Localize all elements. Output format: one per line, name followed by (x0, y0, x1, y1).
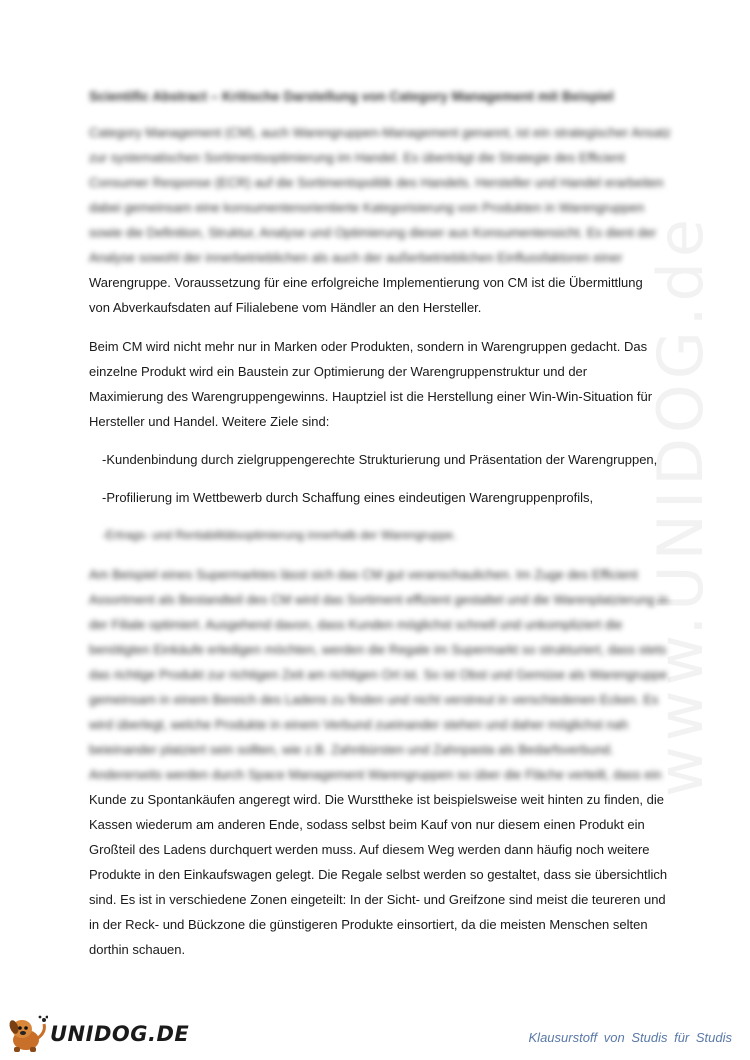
text-line: einzelne Produkt wird ein Baustein zur Optimierung der Warengruppenstruktur und der (89, 364, 588, 379)
text-line: sind. Es ist in verschiedene Zonen eingeteilt: In der Sicht- und Greifzone sind meist die teureren und (89, 892, 666, 907)
text-line: Am Beispiel eines Supermarktes lässt sich das CM gut veranschaulichen. Im Zuge des Efficient (89, 567, 638, 582)
goal-list (89, 447, 669, 548)
text-line: von Abverkaufsdaten auf Filialebene vom Händler an den Hersteller. (89, 300, 482, 315)
text-line: beieinander platziert sein sollten, wie z.B. Zahnbürsten und Zahnpasta als Bedarfsverbund. (89, 742, 614, 757)
list-item: -Kundenbindung durch zielgruppengerechte Strukturierung und Präsentation der Warengruppen, (102, 452, 658, 467)
list-item: -Ertrags- und Rentabilitätsoptimierung innerhalb der Warengruppe. (102, 528, 457, 542)
text-line: Kassen wiederum am anderen Ende, sodass selbst beim Kauf von nur diesem einen Produkt ein (89, 817, 645, 832)
text-line: dabei gemeinsam eine konsumentenorientierte Kategorisierung von Produkten in Warengruppen (89, 200, 645, 215)
text-line: benötigten Einkäufe erledigen möchten, werden die Regale im Supermarkt so strukturiert, dass stets (89, 642, 667, 657)
text-line: dorthin schauen. (89, 942, 186, 957)
text-line: zur systematischen Sortimentsoptimierung im Handel. Es überträgt die Strategie des Efficient (89, 150, 625, 165)
text-line: Warengruppe. Voraussetzung für eine erfolgreiche Implementierung von CM ist die Übermittlung (89, 275, 643, 290)
text-line: Maximierung des Warengruppengewinns. Hauptziel ist die Herstellung einer Win-Win-Situation für (89, 389, 653, 404)
list-item: -Profilierung im Wettbewerb durch Schaffung eines eindeutigen Warengruppenprofils, (102, 490, 594, 505)
text-line: Beim CM wird nicht mehr nur in Marken oder Produkten, sondern in Warengruppen gedacht. Das (89, 339, 648, 354)
text-line: Assortment als Bestandteil des CM wird das Sortiment effizient gestaltet und die Warenplatzierung in (89, 592, 669, 607)
text-line: wird überlegt, welche Produkte in einem Verbund zueinander stehen und daher möglichst nah (89, 717, 629, 732)
text-line: in der Reck- und Bückzone die günstigeren Produkte einsortiert, da die meisten Menschen selten (89, 917, 648, 932)
logo-text: UNIDOG.DE (50, 1022, 190, 1046)
text-line: Hersteller und Handel. Weitere Ziele sind: (89, 414, 330, 429)
unidog-logo (4, 1012, 204, 1056)
dog-icon (4, 1014, 48, 1054)
text-line: sowie die Definition, Struktur, Analyse und Optimierung dieser aus Konsumentensicht. Es dient der (89, 225, 657, 240)
footer-slogan: Klausurstoff von Studis für Studis (528, 1030, 732, 1045)
text-line: Produkte in den Einkaufswagen gelegt. Die Regale selbst werden so gestaltet, dass sie übersichtlich (89, 867, 668, 882)
text-line: Großteil des Ladens durchquert werden muss. Auf diesem Weg werden dann häufig noch weitere (89, 842, 650, 857)
text-line: Analyse sowohl der innerbetrieblichen als auch der außerbetrieblichen Einflussfaktoren einer (89, 250, 623, 265)
text-line: der Filiale optimiert. Ausgehend davon, dass Kunden möglichst schnell und unkompliziert die (89, 617, 623, 632)
document-title: Scientific Abstract – Kritische Darstellung von Category Management mit Beispiel (89, 89, 614, 104)
text-line: Consumer Response (ECR) auf die Sortimentspolitik des Handels. Hersteller und Handel erarbeiten (89, 175, 664, 190)
document-body (89, 88, 669, 962)
text-line: Andererseits werden durch Space Management Warengruppen so über die Fläche verteilt, dass ein (89, 767, 662, 782)
watermark-text: www.UNIDOG.de (643, 213, 717, 797)
text-line: Kunde zu Spontankäufen angeregt wird. Die Wursttheke ist beispielsweise weit hinten zu finden, die (89, 792, 664, 807)
paragraph-2 (89, 334, 669, 434)
paragraph-1 (89, 120, 669, 320)
text-line: Category Management (CM), auch Warengruppen-Management genannt, ist ein strategischer Ansatz (89, 125, 671, 140)
text-line: das richtige Produkt zur richtigen Zeit am richtigen Ort ist. So ist Obst und Gemüse als Warengruppe (89, 667, 668, 682)
paragraph-3 (89, 562, 669, 962)
text-line: gemeinsam in einem Bereich des Ladens zu finden und nicht verstreut in verschiedenen Ecken. Es (89, 692, 659, 707)
